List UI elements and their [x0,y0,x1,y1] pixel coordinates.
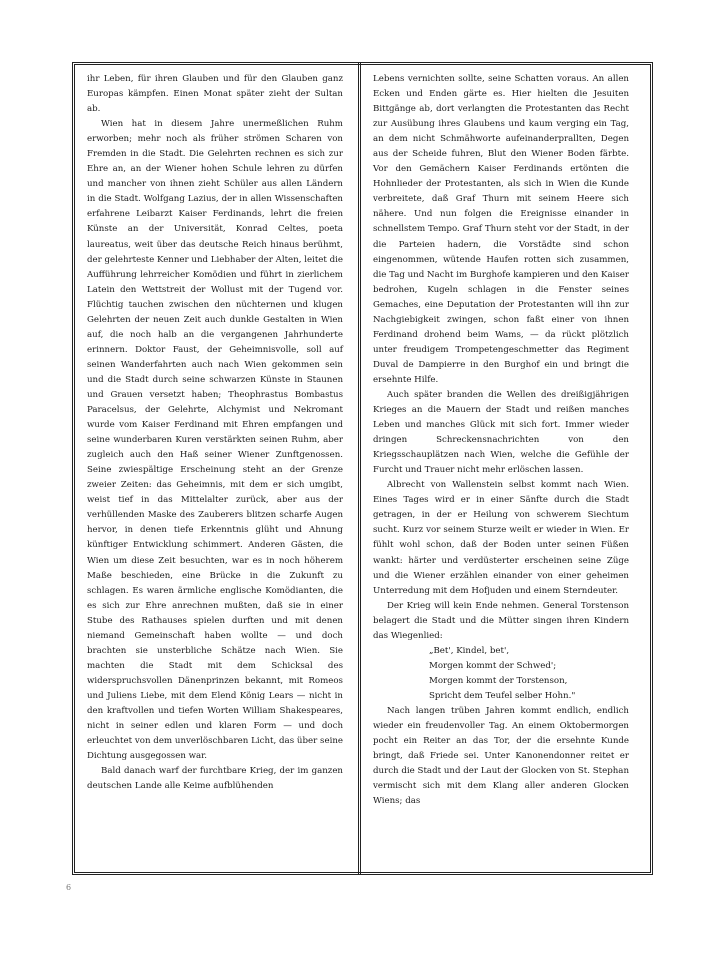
paragraph: Albrecht von Wallenstein selbst kommt nach Wien. Eines Tages wird er in einer Sänfte durch die Stadt getragen, in der er Heilung von schwerem Siechtum sucht. Kurz vor seinem Sturze weilt er wieder in Wien. Er fühlt wohl schon, daß der Boden unter seinen Füßen wankt: härter und verdüsterter erscheinen seine Züge und die Wiener erzählen einander von einer geheimen Unterredung mit dem Hofjuden und einem Sterndeuter. [373,480,629,596]
verse-line: Spricht dem Teufel selber Hohn." [429,690,576,701]
paragraph: ihr Leben, für ihren Glauben und für den Glauben ganz Europas kämpfen. Einen Monat später zieht der Sultan ab. [87,74,343,115]
paragraph: Nach langen trüben Jahren kommt endlich, endlich wieder ein freudenvoller Tag. An einem Oktobermorgen pocht ein Reiter an das Tor, der die ersehnte Kunde bringt, daß Friede sei. Unter Kanonendonner reitet er durch die Stadt und der Laut der Glocken von St. Stephan vermischt sich mit dem Klang aller anderen Glocken Wiens; das [373,705,629,807]
verse-line: „Bet', Kindel, bet', [429,645,510,656]
verse-line: Morgen kommt der Torstenson, [429,675,568,686]
verse-line: Morgen kommt der Schwed'; [429,660,557,671]
paragraph: Wien hat in diesem Jahre unermeßlichen Ruhm erworben; mehr noch als früher strömen Scharen von Fremden in die Stadt. Die Gelehrten rechnen es sich zur Ehre an, an der Wiener hohen Schule lehren zu dürfen und mancher von ihnen zieht Schüler aus allen Ländern in die Stadt. Wolfgang Lazius, der in allen Wissenschaften erfahrene Leibarzt Kaiser Ferdinands, lehrt die freien Künste an der Universität, Konrad Celtes, poeta laureatus, weit über das deutsche Reich hinaus berühmt, der gelehrteste Kenner und Liebhaber der Alten, leitet die Aufführung lehrreicher Komödien und führt in zierlichem Latein den Wettstreit der Wollust mit der Tugend vor. Flüchtig tauchen zwischen den nüchternen und klugen Gelehrten der neuen Zeit auch dunkle Gestalten in Wien auf, die noch halb an die vergangenen Jahrhunderte erinnern. Doktor Faust, der Geheimnisvolle, soll auf seinen Wanderfahrten auch nach Wien gekommen sein und die Stadt durch seine schwarzen Künste in Staunen und Grauen versetzt haben; Theophrastus Bombastus Paracelsus, der Gelehrte, Alchymist und Nekromant wurde vom Kaiser Ferdinand mit Ehren empfangen und seine wunderbaren Kuren verstärkten seinen Ruhm, aber zugleich auch den Haß seiner Wiener Zunftgenossen. Seine zwiespältige Erscheinung steht an der Grenze zweier Zeiten: das Geheimnis, mit dem er sich umgibt, weist tief in das Mittelalter zurück, aber aus der verhüllenden Maske des Zauberers blitzen scharfe Augen hervor, in denen tiefe Erkenntnis glüht und Ahnung künftiger Entwicklung schimmert. Anderen Gästen, die Wien um diese Zeit besuchten, war es in noch höherem Maße beschieden, eine Brücke in die Zukunft zu schlagen. Es waren ärmliche englische Komödianten, die es sich zur Ehre anrechnen mußten, daß sie in einer Stube des Rathauses spielen durften und mit denen niemand Gemeinschaft haben wollte — und doch brachten sie unsterbliche Schätze nach Wien. Sie machten die Stadt mit dem Schicksal des widerspruchsvollen Dänenprinzen bekannt, mit Romeos und Juliens Liebe, mit dem Elend König Lears — nicht in den kraftvollen und tiefen Worten William Shakespeares, nicht in seiner edlen und klaren Form — und doch erleuchtet von dem unverlöschbaren Licht, das über seine Dichtung ausgegossen war. [87,119,343,762]
paragraph: Bald danach warf der furchtbare Krieg, der im ganzen deutschen Lande alle Keime aufblühenden [87,766,343,792]
paragraph: Lebens vernichten sollte, seine Schatten voraus. An allen Ecken und Enden gärte es. Hier hielten die Jesuiten Bittgänge ab, dort verlangten die Protestanten das Recht zur Ausübung ihres Glaubens und kaum verging ein Tag, an dem nicht Schmähworte aufeinanderprallten, Degen aus der Scheide fuhren, Blut den Wiener Boden färbte. Vor den Gemächern Kaiser Ferdinands ertönten die Hohnlieder der Protestanten, als sich in Wien die Kunde verbreitete, daß Graf Thurn mit seinem Heere sich nähere. Und nun folgen die Ereignisse einander in schnellstem Tempo. Graf Thurn steht vor der Stadt, in der die Parteien hadern, die Vorstädte sind schon eingenommen, wütende Haufen rotten sich zusammen, die Tag und Nacht im Burghofe kampieren und den Kaiser bedrohen, Kugeln schlagen in die Fenster seines Gemaches, eine Deputation der Protestanten will ihn zur Nachgiebigkeit zwingen, schon faßt einer von ihnen Ferdinand drohend beim Wams, — da rückt plötzlich unter freudigem Trompetengeschmetter das Regiment Duval de Dampierre in den Burghof ein und bringt die ersehnte Hilfe. [373,74,630,385]
column-divider [358,62,361,875]
right-column [373,72,629,809]
paragraph: Auch später branden die Wellen des dreißigjährigen Krieges an die Mauern der Stadt und reißen manches Leben und manches Glück mit sich fort. Immer wieder dringen Schreckensnachrichten von den Kriegsschauplätzen nach Wien, welche die Gefühle der Furcht und Trauer nicht mehr erlöschen lassen. [373,389,629,476]
paragraph: Der Krieg will kein Ende nehmen. General Torstenson belagert die Stadt und die Mütter singen ihren Kindern das Wiegenlied: [373,600,629,641]
left-column [87,72,343,794]
page-number: 6 [66,883,72,892]
